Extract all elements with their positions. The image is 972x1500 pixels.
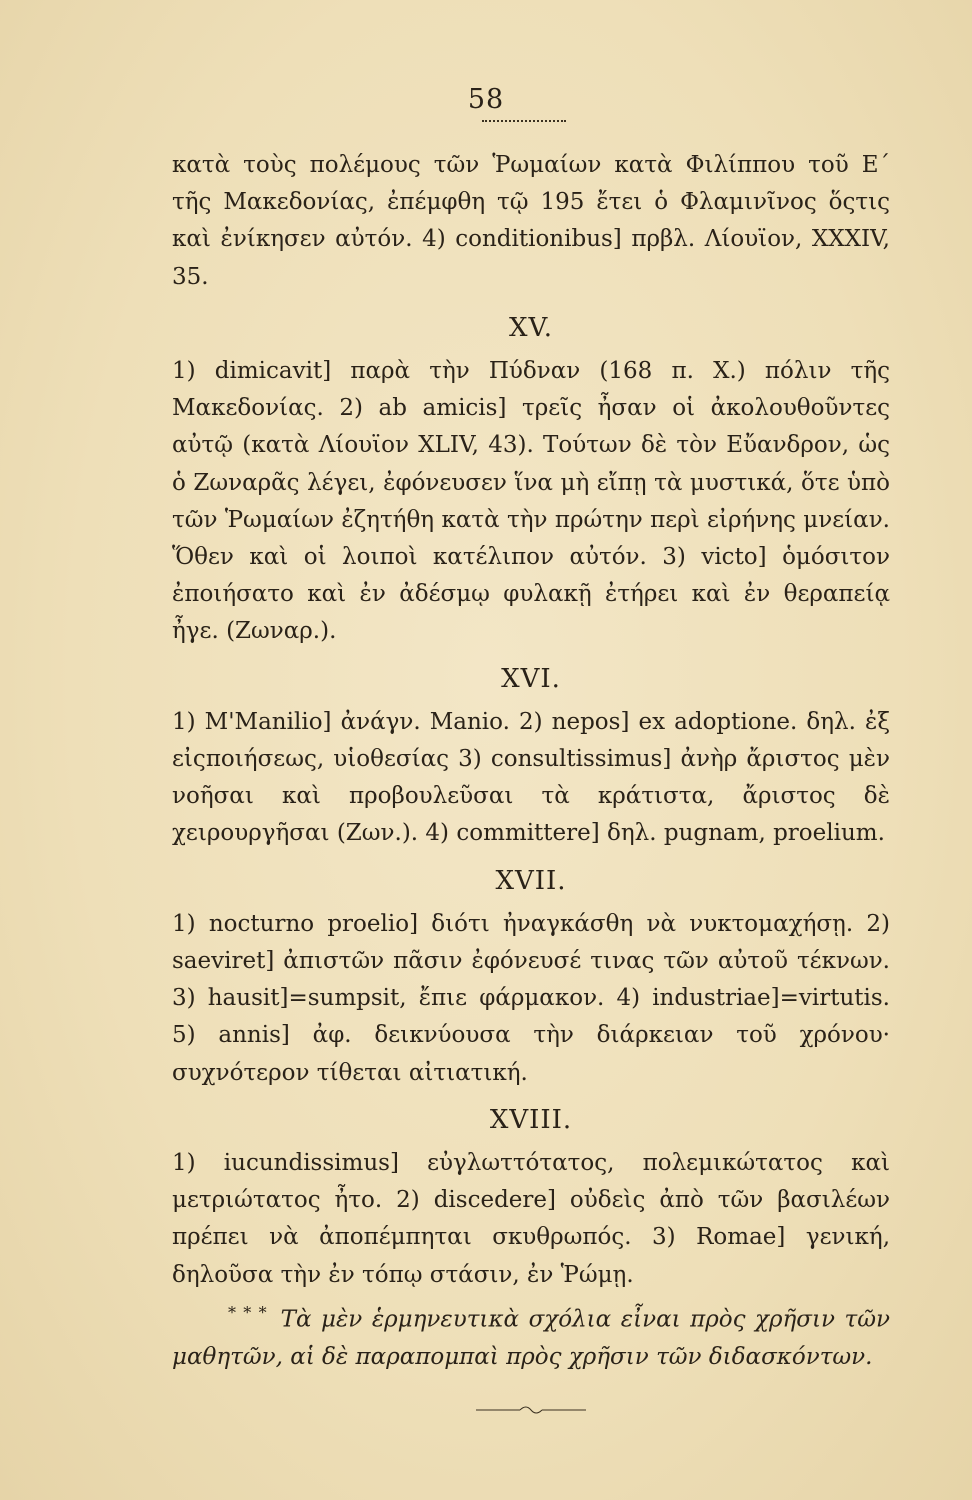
section-heading-xv: XV. bbox=[508, 312, 553, 343]
section-xviii-text: 1) iucundissimus] εὐγλωττότατος, πολεμικώτατος καὶ μετριώτατος ἦτο. 2) discedere] οὐδεὶς ἀπὸ τῶν βασιλέων πρέπει νὰ ἀποπέμπηται σκυθρωπός. 3) Romae] γενική, δηλοῦσα τὴν ἐν τόπῳ στάσιν, ἐν Ῥώμῃ. bbox=[172, 1150, 890, 1288]
end-ornament-rule bbox=[476, 1403, 586, 1417]
section-xvi-text: 1) M'Manilio] ἀνάγν. Manio. 2) nepos] ex adoptione. δηλ. ἐξ εἰςποιήσεως, υἱοθεσίας 3) consultissimus] ἀνὴρ ἄριστος μὲν νοῆσαι καὶ προβουλεῦσαι τὰ κράτιστα, ἄριστος δὲ χειρουργῆσαι (Ζων.). 4) committere] δηλ. pugnam, proelium. bbox=[172, 708, 890, 847]
section-heading-xvii: XVII. bbox=[495, 865, 567, 896]
intro-paragraph: κατὰ τοὺς πολέμους τῶν Ῥωμαίων κατὰ Φιλίππου τοῦ Ε΄ τῆς Μακεδονίας, ἐπέμφθη τῷ 195 ἔτει ὁ Φλαμινῖνος ὅςτις καὶ ἐνίκησεν αὐτόν. 4) conditionibus] πρβλ. Λίουϊον, XXXIV, 35. bbox=[172, 152, 890, 290]
section-heading-xviii: XVIII. bbox=[489, 1104, 573, 1135]
section-heading-xvi: XVI. bbox=[501, 663, 561, 694]
commentary-body bbox=[172, 147, 890, 1429]
closing-note bbox=[172, 1294, 890, 1376]
section-xvii-text: 1) nocturno proelio] διότι ἠναγκάσθη νὰ νυκτομαχήσῃ. 2) saeviret] ἀπιστῶν πᾶσιν ἐφόνευσέ τινας τῶν αὐτοῦ τέκνων. 3) hausit]=sumpsit, ἔπιε φάρμακον. 4) industriae]=virtutis. 5) annis] ἀφ. δεικνύουσα τὴν διάρκειαν τοῦ χρόνου· συχνότερον τίθεται αἰτιατική. bbox=[172, 910, 890, 1086]
page-number-rule bbox=[482, 120, 566, 122]
end-ornament bbox=[172, 1392, 890, 1429]
section-xv-text: 1) dimicavit] παρὰ τὴν Πύδναν (168 π. Χ.) πόλιν τῆς Μακεδονίας. 2) ab amicis] τρεῖς ἦσαν οἱ ἀκολουθοῦντες αὐτῷ (κατὰ Λίουϊον XLIV, 43). Τούτων δὲ τὸν Εὔανδρον, ὡς ὁ Ζωναρᾶς λέγει, ἐφόνευσεν ἵνα μὴ εἴπῃ τὰ μυστικά, ὅτε ὑπὸ τῶν Ῥωμαίων ἐζητήθη κατὰ τὴν πρώτην περὶ εἰρήνης μνείαν. Ὅθεν καὶ οἱ λοιποὶ κατέλιπον αὐτόν. 3) victo] ὁμόσιτον ἐποιήσατο καὶ ἐν ἀδέσμῳ φυλακῇ ἐτήρει καὶ ἐν θεραπείᾳ ἦγε. (Ζωναρ.). bbox=[172, 358, 890, 645]
page-number: 58 bbox=[467, 84, 505, 115]
note-stars: * * * bbox=[228, 1302, 267, 1322]
note-text: Τὰ μὲν ἑρμηνευτικὰ σχόλια εἶναι πρὸς χρῆσιν τῶν μαθητῶν, αἱ δὲ παραπομπαὶ πρὸς χρῆσιν τῶν διδασκόντων. bbox=[172, 1306, 890, 1370]
